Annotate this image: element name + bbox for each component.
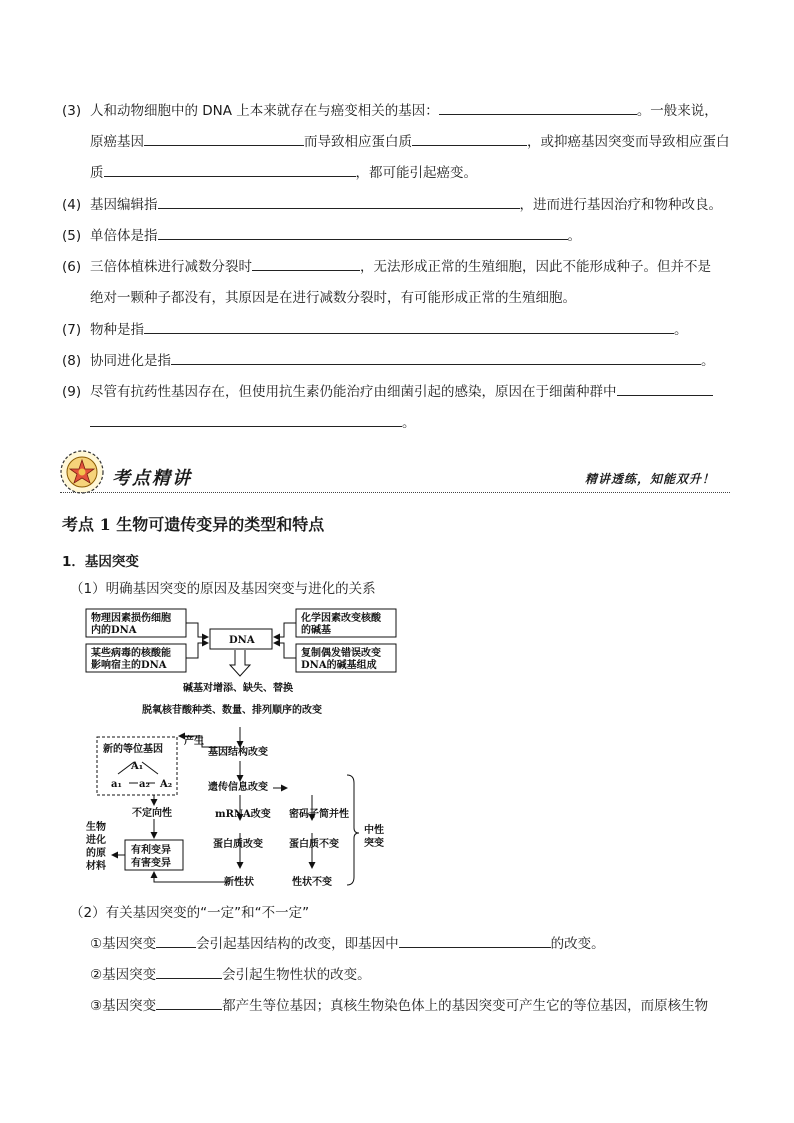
answer-blank[interactable] <box>617 383 713 396</box>
diagram-label: 有害变异 <box>131 858 171 869</box>
answer-blank[interactable] <box>439 102 637 115</box>
diagram-label: mRNA改变 <box>215 809 271 820</box>
diagram-label: 生物 <box>86 822 106 833</box>
answer-blank[interactable] <box>156 997 222 1010</box>
answer-blank[interactable] <box>90 414 402 427</box>
item-number: (8) <box>62 353 82 369</box>
answer-blank[interactable] <box>144 321 674 334</box>
answer-blank[interactable] <box>252 258 360 271</box>
diagram-label: 有利变异 <box>131 845 171 856</box>
question-4: 基因编辑指 ，进而进行基因治疗和物种改良。 <box>90 197 722 213</box>
diagram-label: 遗传信息改变 <box>208 782 268 793</box>
answer-blank[interactable] <box>171 352 701 365</box>
gene-mutation-diagram <box>82 603 400 893</box>
answer-blank[interactable] <box>158 196 520 209</box>
question-9-line2: 。 <box>90 414 416 432</box>
answer-blank[interactable] <box>104 164 356 177</box>
diagram-label: 内的DNA <box>91 625 137 636</box>
diagram-label: a₂ <box>139 779 150 790</box>
answer-blank[interactable] <box>144 133 304 146</box>
item-number: (3) <box>62 103 82 119</box>
statement-1: ①基因突变 会引起基因结构的改变，即基因中 的改变。 <box>90 936 605 952</box>
diagram-label: 的碱基 <box>301 625 331 636</box>
diagram-label: A₁ <box>131 761 144 772</box>
question-3-line2: 原癌基因 而导致相应蛋白质 ，或抑癌基因突变而导致相应蛋白 <box>90 134 730 150</box>
diagram-label: 突变 <box>364 838 384 849</box>
statement-3: ③基因突变 都产生等位基因；真核生物染色体上的基因突变可产生它的等位基因，而原核生物 <box>90 998 709 1014</box>
item-number: (7) <box>62 322 82 338</box>
banner-title: 考点精讲 <box>112 468 192 489</box>
question-7: 物种是指 。 <box>90 322 688 338</box>
diagram-label: 化学因素改变核酸 <box>301 613 381 624</box>
question-3-line3: 质 ，都可能引起癌变。 <box>90 165 477 181</box>
answer-blank[interactable] <box>412 133 527 146</box>
question-9-line1: 尽管有抗药性基因存在，但使用抗生素仍能治疗由细菌引起的感染，原因在于细菌种群中 <box>90 383 713 401</box>
question-8: 协同进化是指 。 <box>90 353 715 369</box>
diagram-label: 物理因素损伤细胞 <box>91 613 171 624</box>
diagram-label: 中性 <box>364 825 384 836</box>
diagram-label: 复制偶发错误改变 <box>301 648 381 659</box>
paragraph-2: （2）有关基因突变的“一定”和“不一定” <box>70 905 310 921</box>
diagram-label: A₂ <box>160 779 173 790</box>
diagram-label: 进化 <box>86 835 106 846</box>
item-number: (4) <box>62 197 82 213</box>
question-5: 单倍体是指 。 <box>90 228 581 244</box>
question-6-line1: 三倍体植株进行减数分裂时 ，无法形成正常的生殖细胞，因此不能形成种子。但并不是 <box>90 259 711 275</box>
diagram-label: DNA的碱基组成 <box>301 660 377 671</box>
diagram-label: 基因结构改变 <box>208 747 268 758</box>
diagram-label: 不定向性 <box>132 808 172 819</box>
answer-blank[interactable] <box>158 227 568 240</box>
subsection-title: 1．基因突变 <box>62 554 139 570</box>
diagram-label: 脱氧核苷酸种类、数量、排列顺序的改变 <box>142 705 322 716</box>
item-number: (6) <box>62 259 82 275</box>
item-number: (5) <box>62 228 82 244</box>
diagram-label: 密码子简并性 <box>289 809 349 820</box>
section-title: 考点 1 生物可遗传变异的类型和特点 <box>62 515 325 534</box>
diagram-label: 产生 <box>184 736 204 747</box>
badge-icon <box>58 448 106 496</box>
diagram-label: 新性状 <box>224 877 254 888</box>
diagram-label: 某些病毒的核酸能 <box>91 648 171 659</box>
diagram-label: 新的等位基因 <box>103 744 163 755</box>
answer-blank[interactable] <box>156 966 222 979</box>
diagram-label: 蛋白质不变 <box>289 839 339 850</box>
statement-2: ②基因突变 会引起生物性状的改变。 <box>90 967 371 983</box>
diagram-label: 性状不变 <box>292 877 332 888</box>
answer-blank[interactable] <box>156 935 196 948</box>
diagram-label: DNA <box>229 635 255 646</box>
banner-subtitle: 精讲透练，知能双升！ <box>585 472 716 486</box>
diagram-label: 蛋白质改变 <box>213 839 263 850</box>
diagram-label: a₁ <box>111 779 122 790</box>
question-6-line2: 绝对一颗种子都没有，其原因是在进行减数分裂时，有可能形成正常的生殖细胞。 <box>90 290 576 306</box>
item-number: (9) <box>62 384 82 400</box>
diagram-label: 影响宿主的DNA <box>91 660 167 671</box>
answer-blank[interactable] <box>399 935 551 948</box>
banner-divider <box>60 492 730 493</box>
diagram-label: 碱基对增添、缺失、替换 <box>183 683 293 694</box>
question-3-line1: 人和动物细胞中的 DNA 上本来就存在与癌变相关的基因： 。一般来说， <box>90 103 718 119</box>
diagram-label: 材料 <box>86 861 106 872</box>
paragraph-1: （1）明确基因突变的原因及基因突变与进化的关系 <box>70 581 376 597</box>
diagram-label: 的原 <box>86 848 106 859</box>
